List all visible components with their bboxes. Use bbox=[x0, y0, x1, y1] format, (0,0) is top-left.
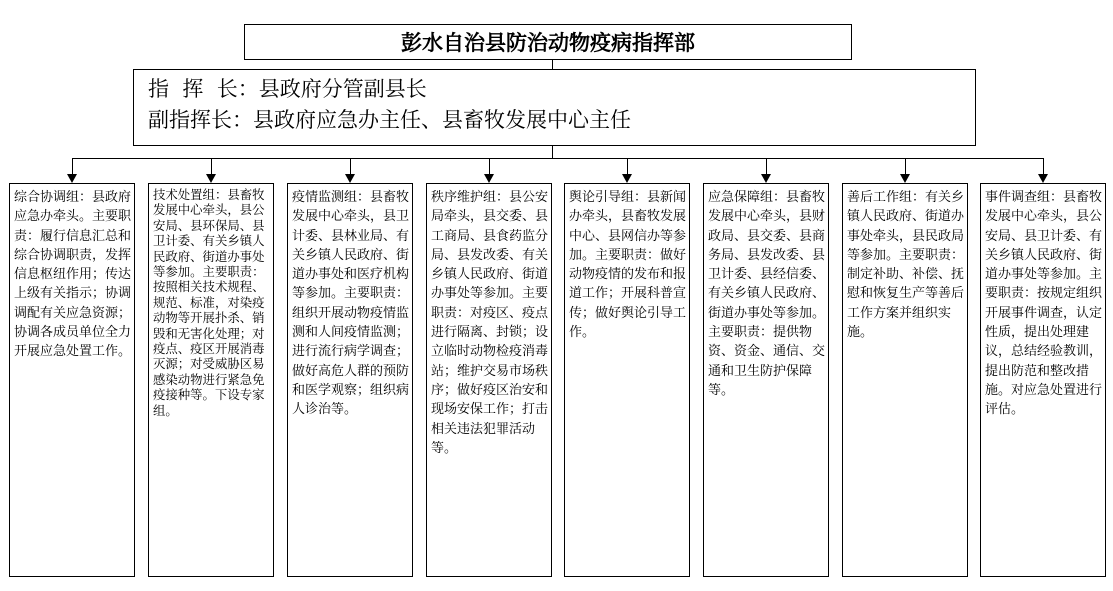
arrow-down-icon bbox=[206, 174, 216, 183]
arrow-down-icon bbox=[484, 174, 494, 183]
horizontal-bus-line bbox=[72, 158, 1044, 159]
deputy-commander-line: 副指挥长：县政府应急办主任、县畜牧发展中心主任 bbox=[148, 108, 631, 132]
group-emergency-support: 应急保障组：县畜牧发展中心牵头，县财政局、县交委、县商务局、县发改委、县卫计委、县经信委、有关乡镇人民政府、街道办事处等参加。主要职责：提供物资、资金、通信、交通和卫生防护保障等。 bbox=[703, 183, 829, 577]
arrow-down-icon bbox=[900, 174, 910, 183]
headquarters-title: 彭水自治县防治动物疫病指挥部 bbox=[244, 24, 852, 60]
arrow-down-icon bbox=[761, 174, 771, 183]
drop-line-7 bbox=[905, 158, 906, 174]
group-comprehensive-coordination: 综合协调组：县政府应急办牵头。主要职责：履行信息汇总和综合协调职责，发挥信息枢纽作用；传达上级有关指示；协调调配有关应急资源；协调各成员单位全力开展应急处置工作。 bbox=[9, 183, 135, 577]
drop-line-5 bbox=[627, 158, 628, 174]
drop-line-3 bbox=[350, 158, 351, 174]
commander-line: 指 挥 长：县政府分管副县长 bbox=[148, 77, 427, 101]
group-public-opinion-guidance: 舆论引导组：县新闻办牵头，县畜牧发展中心、县网信办等参加。主要职责：做好动物疫情的发布和报道工作；开展科普宣传；做好舆论引导工作。 bbox=[564, 183, 690, 577]
drop-line-2 bbox=[211, 158, 212, 174]
connector-command-to-bus bbox=[552, 146, 553, 158]
arrow-down-icon bbox=[622, 174, 632, 183]
drop-line-8 bbox=[1043, 158, 1044, 174]
arrow-down-icon bbox=[345, 174, 355, 183]
connector-title-to-command bbox=[552, 60, 553, 69]
group-incident-investigation: 事件调查组：县畜牧发展中心牵头，县公安局、县卫计委、有关乡镇人民政府、街道办事处等参加。主要职责：按规定组织开展事件调查，认定性质，提出处理建议，总结经验教训，提出防范和整改措施。对应急处置进行评估。 bbox=[980, 183, 1106, 577]
group-order-maintenance: 秩序维护组：县公安局牵头，县交委、县工商局、县食药监分局、县发改委、有关乡镇人民政府、街道办事处等参加。主要职责：对疫区、疫点进行隔离、封锁；设立临时动物检疫消毒站；维护交易市场秩序；做好疫区治安和现场安保工作；打击相关违法犯罪活动等。 bbox=[426, 183, 552, 577]
arrow-down-icon bbox=[67, 174, 77, 183]
group-epidemic-monitoring: 疫情监测组：县畜牧发展中心牵头，县卫计委、县林业局、有关乡镇人民政府、街道办事处和医疗机构等参加。主要职责：组织开展动物疫情监测和人间疫情监测；进行流行病学调查；做好高危人群的预防和医学观察；组织病人诊治等。 bbox=[287, 183, 413, 577]
drop-line-1 bbox=[72, 158, 73, 174]
command-box bbox=[133, 69, 976, 146]
group-aftermath-work: 善后工作组：有关乡镇人民政府、街道办事处牵头，县民政局等参加。主要职责：制定补助、补偿、抚慰和恢复生产等善后工作方案并组织实施。 bbox=[842, 183, 968, 577]
drop-line-6 bbox=[766, 158, 767, 174]
arrow-down-icon bbox=[1038, 174, 1048, 183]
drop-line-4 bbox=[489, 158, 490, 174]
group-technical-disposal: 技术处置组：县畜牧发展中心牵头，县公安局、县环保局、县卫计委、有关乡镇人民政府、街道办事处等参加。主要职责：按照相关技术规程、规范、标准，对染疫动物等开展扑杀、销毁和无害化处理；对疫点、疫区开展消毒灭源；对受威胁区易感染动物进行紧急免疫接种等。下设专家组。 bbox=[148, 183, 274, 577]
